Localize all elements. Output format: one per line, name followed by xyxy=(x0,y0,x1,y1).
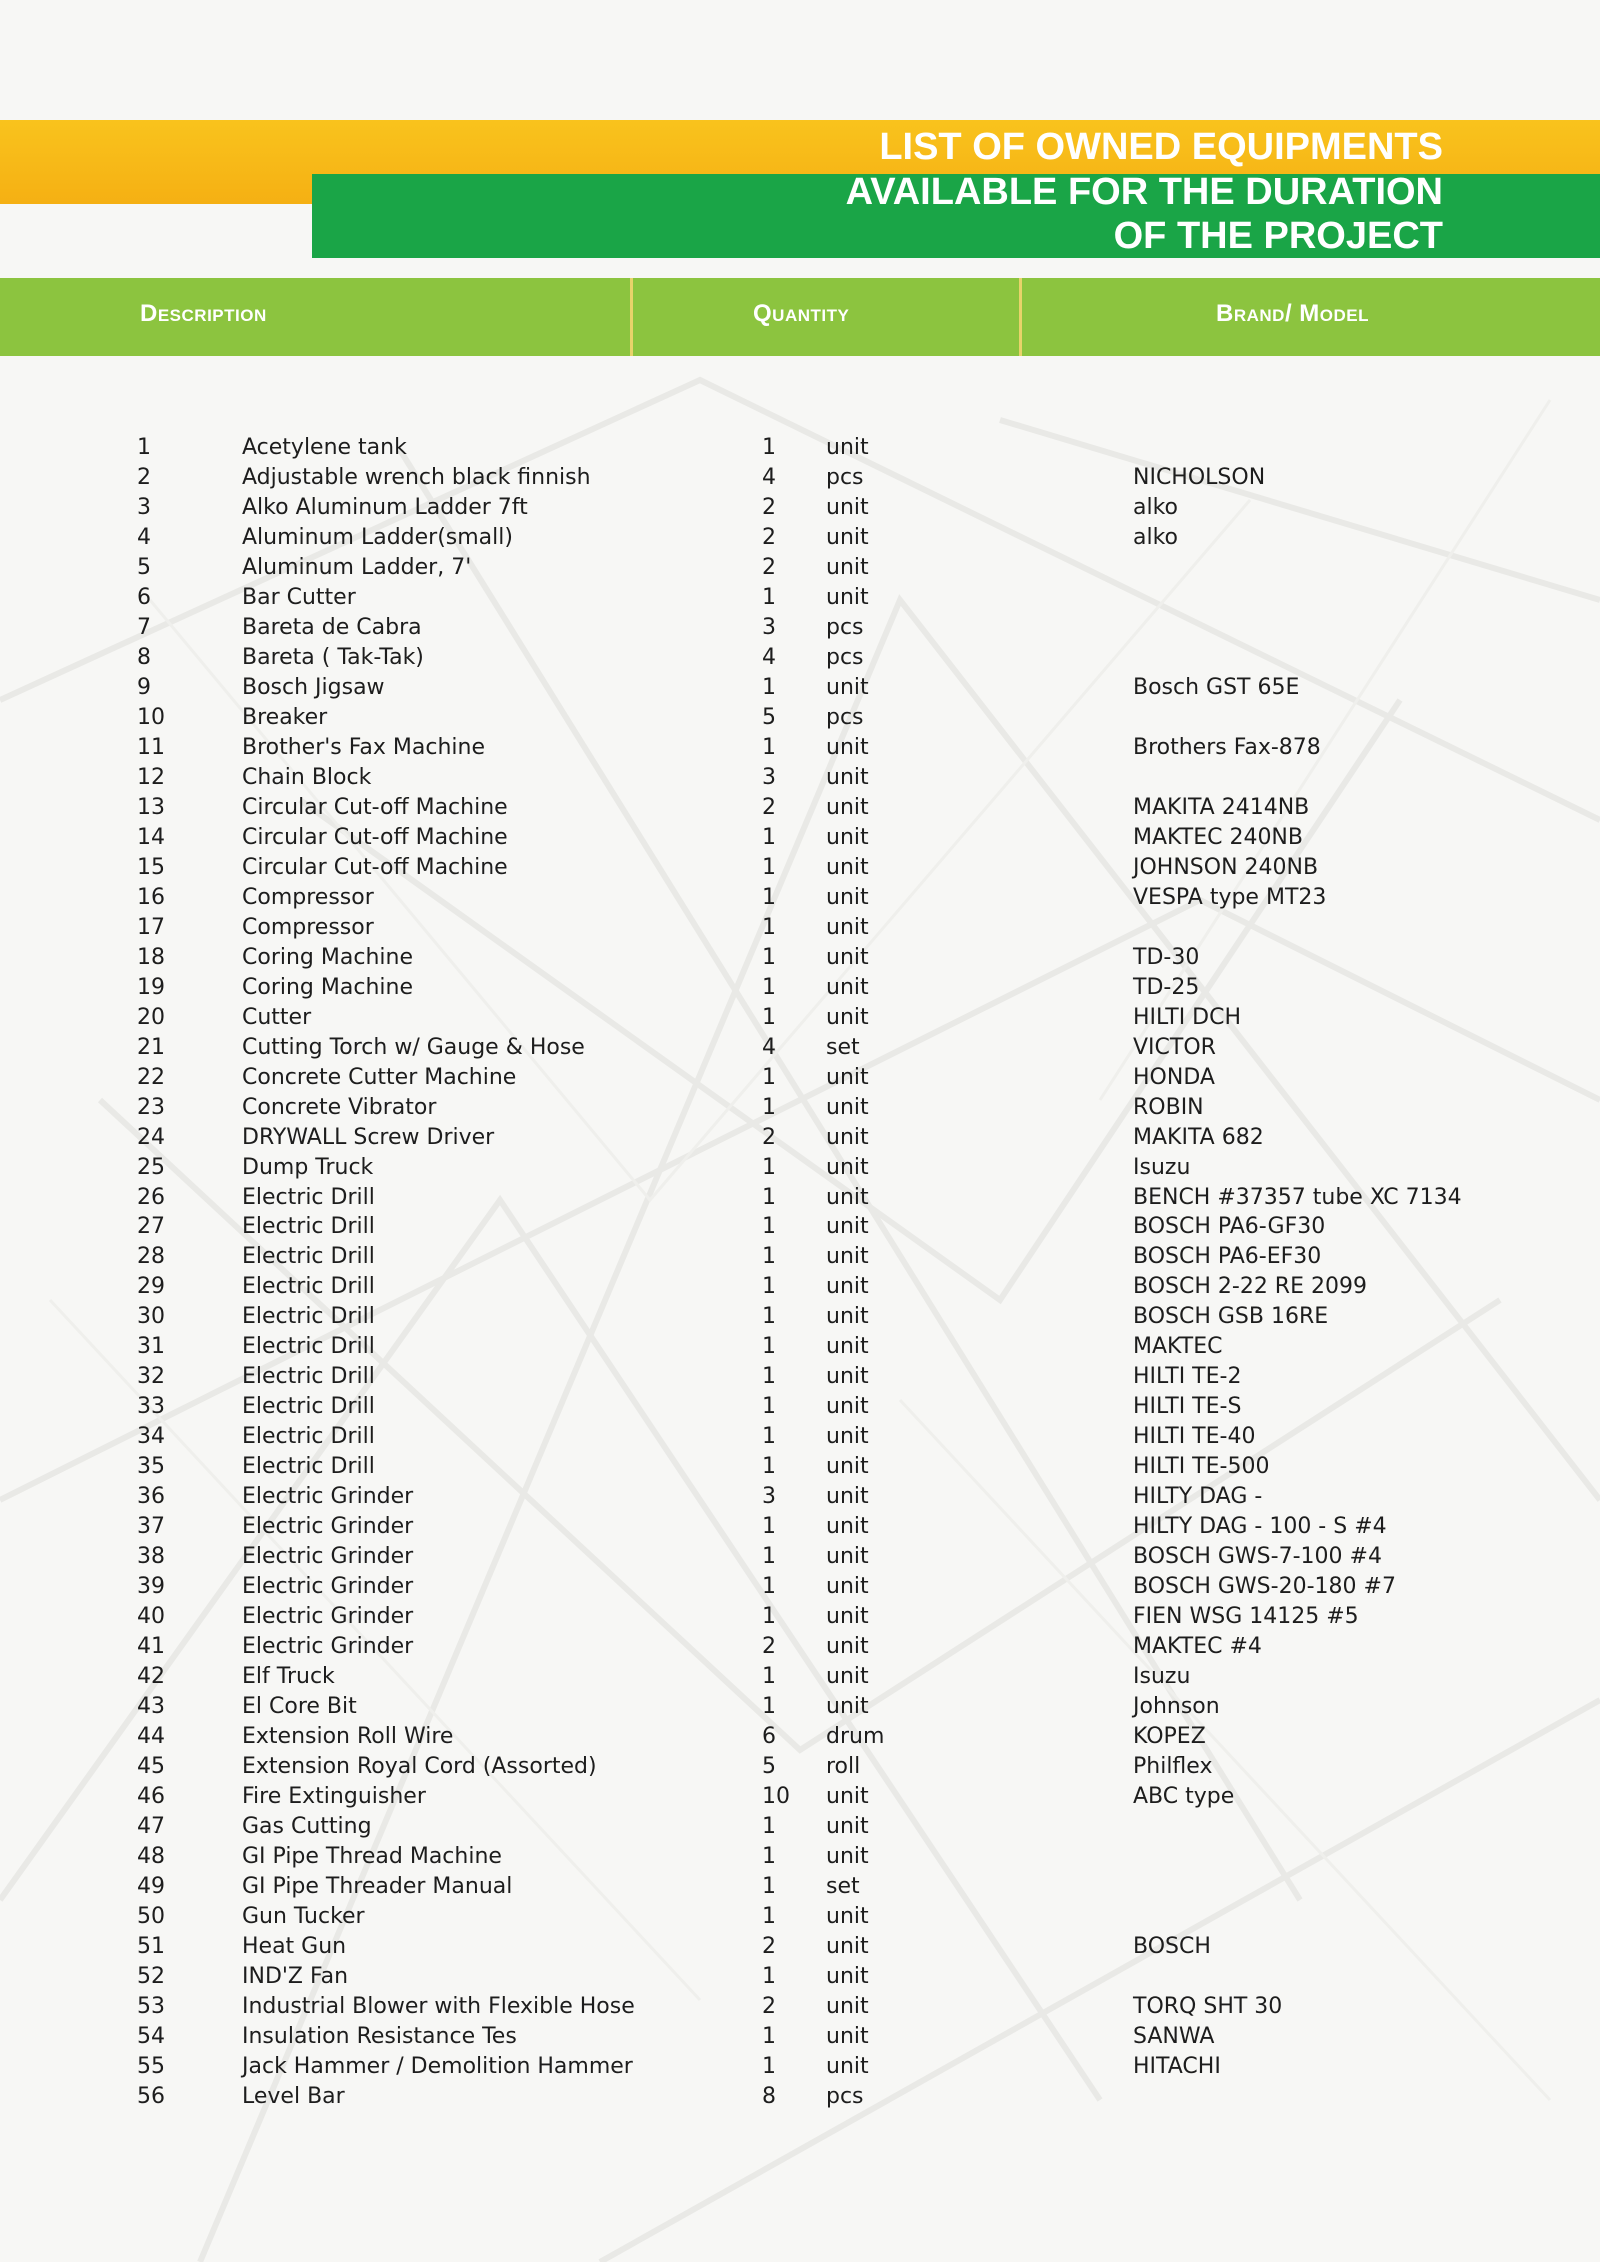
row-description: Cutter xyxy=(242,1005,312,1030)
row-number: 55 xyxy=(137,2054,165,2079)
row-unit: set xyxy=(826,1874,860,1899)
row-number: 40 xyxy=(137,1604,165,1629)
row-number: 3 xyxy=(137,495,151,520)
row-quantity: 2 xyxy=(762,1934,776,1959)
row-brand-model: HITACHI xyxy=(1133,2054,1221,2079)
row-description: Coring Machine xyxy=(242,945,413,970)
row-brand-model: JOHNSON 240NB xyxy=(1133,855,1319,880)
row-quantity: 1 xyxy=(762,1185,776,1210)
row-unit: unit xyxy=(826,1185,869,1210)
row-quantity: 3 xyxy=(762,1484,776,1509)
row-description: Electric Drill xyxy=(242,1364,375,1389)
row-description: Electric Grinder xyxy=(242,1514,414,1539)
row-description: Electric Grinder xyxy=(242,1604,414,1629)
row-description: Electric Grinder xyxy=(242,1634,414,1659)
row-unit: unit xyxy=(826,1904,869,1929)
row-description: Electric Grinder xyxy=(242,1574,414,1599)
row-unit: unit xyxy=(826,1095,869,1120)
row-unit: unit xyxy=(826,1844,869,1869)
row-description: Concrete Cutter Machine xyxy=(242,1065,517,1090)
row-brand-model: HILTI TE-2 xyxy=(1133,1364,1242,1389)
row-quantity: 1 xyxy=(762,885,776,910)
row-number: 30 xyxy=(137,1304,165,1329)
row-brand-model: Isuzu xyxy=(1133,1664,1191,1689)
row-unit: drum xyxy=(826,1724,885,1749)
row-brand-model: HILTI TE-S xyxy=(1133,1394,1242,1419)
row-quantity: 4 xyxy=(762,1035,776,1060)
row-description: Electric Drill xyxy=(242,1424,375,1449)
row-quantity: 2 xyxy=(762,525,776,550)
row-unit: unit xyxy=(826,1364,869,1389)
row-number: 11 xyxy=(137,735,165,760)
row-unit: unit xyxy=(826,1634,869,1659)
page-title-line-1: LIST OF OWNED EQUIPMENTS xyxy=(879,126,1443,168)
row-description: Adjustable wrench black finnish xyxy=(242,465,591,490)
row-description: Electric Drill xyxy=(242,1244,375,1269)
row-unit: unit xyxy=(826,1814,869,1839)
row-number: 37 xyxy=(137,1514,165,1539)
row-number: 46 xyxy=(137,1784,165,1809)
row-quantity: 1 xyxy=(762,1664,776,1689)
row-unit: pcs xyxy=(826,705,864,730)
row-number: 15 xyxy=(137,855,165,880)
row-description: Heat Gun xyxy=(242,1934,347,1959)
row-number: 29 xyxy=(137,1274,165,1299)
row-description: Industrial Blower with Flexible Hose xyxy=(242,1994,635,2019)
row-quantity: 1 xyxy=(762,1544,776,1569)
row-number: 54 xyxy=(137,2024,165,2049)
row-unit: unit xyxy=(826,825,869,850)
row-description: Extension Roll Wire xyxy=(242,1724,454,1749)
row-description: GI Pipe Thread Machine xyxy=(242,1844,502,1869)
row-quantity: 1 xyxy=(762,585,776,610)
row-description: Bosch Jigsaw xyxy=(242,675,385,700)
row-number: 48 xyxy=(137,1844,165,1869)
row-brand-model: Brothers Fax-878 xyxy=(1133,735,1321,760)
row-number: 35 xyxy=(137,1454,165,1479)
row-quantity: 1 xyxy=(762,1964,776,1989)
row-unit: unit xyxy=(826,675,869,700)
page-title-line-2: AVAILABLE FOR THE DURATION xyxy=(845,171,1443,213)
row-brand-model: TD-25 xyxy=(1133,975,1200,1000)
row-unit: unit xyxy=(826,1274,869,1299)
row-quantity: 1 xyxy=(762,675,776,700)
row-unit: unit xyxy=(826,1574,869,1599)
row-quantity: 1 xyxy=(762,855,776,880)
row-unit: unit xyxy=(826,495,869,520)
row-description: Circular Cut-off Machine xyxy=(242,825,508,850)
row-description: Bareta de Cabra xyxy=(242,615,422,640)
row-number: 17 xyxy=(137,915,165,940)
row-unit: unit xyxy=(826,795,869,820)
row-number: 16 xyxy=(137,885,165,910)
row-quantity: 1 xyxy=(762,1334,776,1359)
row-unit: unit xyxy=(826,1424,869,1449)
row-quantity: 1 xyxy=(762,1364,776,1389)
row-quantity: 1 xyxy=(762,435,776,460)
row-unit: unit xyxy=(826,525,869,550)
row-brand-model: MAKITA 682 xyxy=(1133,1125,1264,1150)
row-unit: pcs xyxy=(826,615,864,640)
column-header-brand-model: Brand/ Model xyxy=(1216,300,1369,327)
row-quantity: 1 xyxy=(762,1304,776,1329)
row-quantity: 2 xyxy=(762,495,776,520)
row-number: 47 xyxy=(137,1814,165,1839)
row-description: Aluminum Ladder, 7' xyxy=(242,555,472,580)
row-number: 19 xyxy=(137,975,165,1000)
column-header-description: Description xyxy=(140,300,267,327)
row-quantity: 1 xyxy=(762,1394,776,1419)
row-description: Brother's Fax Machine xyxy=(242,735,485,760)
row-description: Extension Royal Cord (Assorted) xyxy=(242,1754,597,1779)
row-unit: unit xyxy=(826,915,869,940)
row-number: 36 xyxy=(137,1484,165,1509)
row-unit: unit xyxy=(826,945,869,970)
row-unit: unit xyxy=(826,1484,869,1509)
row-unit: pcs xyxy=(826,2084,864,2109)
row-description: Alko Aluminum Ladder 7ft xyxy=(242,495,528,520)
row-description: GI Pipe Threader Manual xyxy=(242,1874,513,1899)
row-unit: unit xyxy=(826,1964,869,1989)
row-number: 52 xyxy=(137,1964,165,1989)
row-unit: unit xyxy=(826,1994,869,2019)
row-unit: pcs xyxy=(826,645,864,670)
page-title-line-3: OF THE PROJECT xyxy=(1113,215,1443,257)
row-quantity: 4 xyxy=(762,645,776,670)
row-brand-model: HILTI TE-40 xyxy=(1133,1424,1256,1449)
row-number: 53 xyxy=(137,1994,165,2019)
row-number: 2 xyxy=(137,465,151,490)
row-brand-model: alko xyxy=(1133,525,1179,550)
row-brand-model: Bosch GST 65E xyxy=(1133,675,1300,700)
row-description: Electric Drill xyxy=(242,1214,375,1239)
row-quantity: 1 xyxy=(762,945,776,970)
row-description: Compressor xyxy=(242,915,374,940)
row-unit: pcs xyxy=(826,465,864,490)
row-description: Coring Machine xyxy=(242,975,413,1000)
row-description: Gas Cutting xyxy=(242,1814,372,1839)
row-unit: unit xyxy=(826,1125,869,1150)
row-number: 9 xyxy=(137,675,151,700)
row-description: Electric Grinder xyxy=(242,1484,414,1509)
row-description: Fire Extinguisher xyxy=(242,1784,426,1809)
row-description: Bar Cutter xyxy=(242,585,356,610)
row-number: 33 xyxy=(137,1394,165,1419)
row-brand-model: FIEN WSG 14125 #5 xyxy=(1133,1604,1359,1629)
row-unit: unit xyxy=(826,1544,869,1569)
row-unit: unit xyxy=(826,735,869,760)
row-quantity: 8 xyxy=(762,2084,776,2109)
row-brand-model: BOSCH GWS-7-100 #4 xyxy=(1133,1544,1382,1569)
row-brand-model: Johnson xyxy=(1133,1694,1220,1719)
row-number: 24 xyxy=(137,1125,165,1150)
row-brand-model: BOSCH xyxy=(1133,1934,1211,1959)
row-quantity: 1 xyxy=(762,1874,776,1899)
row-brand-model: ABC type xyxy=(1133,1784,1235,1809)
row-brand-model: BOSCH PA6-EF30 xyxy=(1133,1244,1322,1269)
row-number: 4 xyxy=(137,525,151,550)
row-brand-model: VESPA type MT23 xyxy=(1133,885,1327,910)
row-brand-model: TORQ SHT 30 xyxy=(1133,1994,1283,2019)
row-brand-model: VICTOR xyxy=(1133,1035,1216,1060)
row-quantity: 1 xyxy=(762,1814,776,1839)
row-quantity: 1 xyxy=(762,1095,776,1120)
row-brand-model: ROBIN xyxy=(1133,1095,1204,1120)
row-number: 45 xyxy=(137,1754,165,1779)
row-quantity: 1 xyxy=(762,1844,776,1869)
row-unit: unit xyxy=(826,555,869,580)
row-quantity: 4 xyxy=(762,465,776,490)
row-quantity: 1 xyxy=(762,975,776,1000)
row-unit: unit xyxy=(826,855,869,880)
row-description: Jack Hammer / Demolition Hammer xyxy=(242,2054,633,2079)
column-divider xyxy=(630,278,633,356)
row-unit: unit xyxy=(826,1304,869,1329)
row-brand-model: MAKTEC #4 xyxy=(1133,1634,1262,1659)
row-number: 8 xyxy=(137,645,151,670)
row-number: 50 xyxy=(137,1904,165,1929)
row-number: 7 xyxy=(137,615,151,640)
row-description: Electric Drill xyxy=(242,1274,375,1299)
row-number: 12 xyxy=(137,765,165,790)
row-description: Concrete Vibrator xyxy=(242,1095,437,1120)
row-number: 13 xyxy=(137,795,165,820)
row-quantity: 1 xyxy=(762,915,776,940)
row-number: 42 xyxy=(137,1664,165,1689)
row-brand-model: NICHOLSON xyxy=(1133,465,1266,490)
row-brand-model: SANWA xyxy=(1133,2024,1215,2049)
row-unit: unit xyxy=(826,1784,869,1809)
row-quantity: 1 xyxy=(762,2024,776,2049)
row-brand-model: HONDA xyxy=(1133,1065,1215,1090)
row-number: 49 xyxy=(137,1874,165,1899)
row-quantity: 3 xyxy=(762,765,776,790)
row-brand-model: BENCH #37357 tube XC 7134 xyxy=(1133,1185,1462,1210)
row-unit: unit xyxy=(826,975,869,1000)
row-quantity: 3 xyxy=(762,615,776,640)
row-description: Electric Drill xyxy=(242,1334,375,1359)
row-brand-model: MAKTEC xyxy=(1133,1334,1223,1359)
row-number: 22 xyxy=(137,1065,165,1090)
row-quantity: 1 xyxy=(762,825,776,850)
row-unit: unit xyxy=(826,1065,869,1090)
row-brand-model: HILTI DCH xyxy=(1133,1005,1242,1030)
row-quantity: 1 xyxy=(762,2054,776,2079)
row-number: 21 xyxy=(137,1035,165,1060)
row-number: 18 xyxy=(137,945,165,970)
row-description: Circular Cut-off Machine xyxy=(242,795,508,820)
row-brand-model: HILTI TE-500 xyxy=(1133,1454,1270,1479)
row-description: IND'Z Fan xyxy=(242,1964,349,1989)
row-number: 32 xyxy=(137,1364,165,1389)
row-brand-model: HILTY DAG - 100 - S #4 xyxy=(1133,1514,1387,1539)
row-description: Chain Block xyxy=(242,765,372,790)
row-number: 1 xyxy=(137,435,151,460)
row-description: Circular Cut-off Machine xyxy=(242,855,508,880)
row-brand-model: MAKTEC 240NB xyxy=(1133,825,1303,850)
row-number: 51 xyxy=(137,1934,165,1959)
row-number: 25 xyxy=(137,1155,165,1180)
row-description: Electric Drill xyxy=(242,1185,375,1210)
row-number: 6 xyxy=(137,585,151,610)
row-quantity: 2 xyxy=(762,795,776,820)
row-description: Bareta ( Tak-Tak) xyxy=(242,645,424,670)
row-description: Electric Grinder xyxy=(242,1544,414,1569)
row-description: Elf Truck xyxy=(242,1664,335,1689)
row-quantity: 1 xyxy=(762,1454,776,1479)
row-description: Aluminum Ladder(small) xyxy=(242,525,513,550)
row-description: Acetylene tank xyxy=(242,435,407,460)
row-number: 28 xyxy=(137,1244,165,1269)
row-unit: unit xyxy=(826,765,869,790)
row-unit: roll xyxy=(826,1754,861,1779)
row-quantity: 1 xyxy=(762,1244,776,1269)
row-brand-model: HILTY DAG - xyxy=(1133,1484,1263,1509)
row-number: 34 xyxy=(137,1424,165,1449)
row-description: Breaker xyxy=(242,705,328,730)
row-unit: unit xyxy=(826,2054,869,2079)
row-number: 43 xyxy=(137,1694,165,1719)
row-number: 39 xyxy=(137,1574,165,1599)
row-quantity: 1 xyxy=(762,735,776,760)
row-description: Compressor xyxy=(242,885,374,910)
row-quantity: 1 xyxy=(762,1065,776,1090)
row-number: 10 xyxy=(137,705,165,730)
row-unit: unit xyxy=(826,1005,869,1030)
row-brand-model: BOSCH 2-22 RE 2099 xyxy=(1133,1274,1367,1299)
row-unit: unit xyxy=(826,885,869,910)
row-description: Cutting Torch w/ Gauge & Hose xyxy=(242,1035,585,1060)
row-quantity: 2 xyxy=(762,1994,776,2019)
row-quantity: 6 xyxy=(762,1724,776,1749)
row-number: 41 xyxy=(137,1634,165,1659)
row-unit: unit xyxy=(826,1604,869,1629)
row-quantity: 1 xyxy=(762,1604,776,1629)
row-number: 26 xyxy=(137,1185,165,1210)
row-brand-model: alko xyxy=(1133,495,1179,520)
row-quantity: 5 xyxy=(762,1754,776,1779)
row-number: 5 xyxy=(137,555,151,580)
row-number: 14 xyxy=(137,825,165,850)
row-unit: unit xyxy=(826,1514,869,1539)
row-quantity: 2 xyxy=(762,1634,776,1659)
row-unit: unit xyxy=(826,1454,869,1479)
row-description: Electric Drill xyxy=(242,1394,375,1419)
row-brand-model: BOSCH PA6-GF30 xyxy=(1133,1214,1326,1239)
row-description: El Core Bit xyxy=(242,1694,357,1719)
row-quantity: 1 xyxy=(762,1005,776,1030)
row-number: 56 xyxy=(137,2084,165,2109)
row-unit: unit xyxy=(826,1334,869,1359)
row-quantity: 1 xyxy=(762,1574,776,1599)
row-quantity: 2 xyxy=(762,555,776,580)
row-brand-model: Philflex xyxy=(1133,1754,1213,1779)
row-quantity: 2 xyxy=(762,1125,776,1150)
column-divider xyxy=(1019,278,1022,356)
row-quantity: 1 xyxy=(762,1694,776,1719)
row-description: Electric Drill xyxy=(242,1304,375,1329)
row-description: Electric Drill xyxy=(242,1454,375,1479)
row-brand-model: TD-30 xyxy=(1133,945,1200,970)
row-description: DRYWALL Screw Driver xyxy=(242,1125,495,1150)
row-unit: unit xyxy=(826,1394,869,1419)
row-quantity: 1 xyxy=(762,1274,776,1299)
row-unit: unit xyxy=(826,1155,869,1180)
row-brand-model: BOSCH GWS-20-180 #7 xyxy=(1133,1574,1396,1599)
row-unit: unit xyxy=(826,435,869,460)
table-header xyxy=(0,278,1600,356)
row-unit: unit xyxy=(826,1214,869,1239)
row-unit: unit xyxy=(826,585,869,610)
row-brand-model: KOPEZ xyxy=(1133,1724,1206,1749)
row-brand-model: MAKITA 2414NB xyxy=(1133,795,1310,820)
row-brand-model: Isuzu xyxy=(1133,1155,1191,1180)
row-brand-model: BOSCH GSB 16RE xyxy=(1133,1304,1329,1329)
row-description: Level Bar xyxy=(242,2084,345,2109)
row-number: 23 xyxy=(137,1095,165,1120)
row-number: 31 xyxy=(137,1334,165,1359)
row-quantity: 1 xyxy=(762,1155,776,1180)
row-unit: unit xyxy=(826,1694,869,1719)
row-number: 20 xyxy=(137,1005,165,1030)
row-quantity: 10 xyxy=(762,1784,790,1809)
row-number: 27 xyxy=(137,1214,165,1239)
row-unit: unit xyxy=(826,2024,869,2049)
column-header-quantity: Quantity xyxy=(753,300,850,327)
row-unit: unit xyxy=(826,1244,869,1269)
row-description: Dump Truck xyxy=(242,1155,374,1180)
row-description: Gun Tucker xyxy=(242,1904,365,1929)
row-number: 38 xyxy=(137,1544,165,1569)
row-description: Insulation Resistance Tes xyxy=(242,2024,517,2049)
row-quantity: 1 xyxy=(762,1904,776,1929)
row-quantity: 1 xyxy=(762,1214,776,1239)
row-unit: set xyxy=(826,1035,860,1060)
row-quantity: 1 xyxy=(762,1424,776,1449)
row-unit: unit xyxy=(826,1934,869,1959)
row-quantity: 5 xyxy=(762,705,776,730)
row-number: 44 xyxy=(137,1724,165,1749)
row-unit: unit xyxy=(826,1664,869,1689)
row-quantity: 1 xyxy=(762,1514,776,1539)
